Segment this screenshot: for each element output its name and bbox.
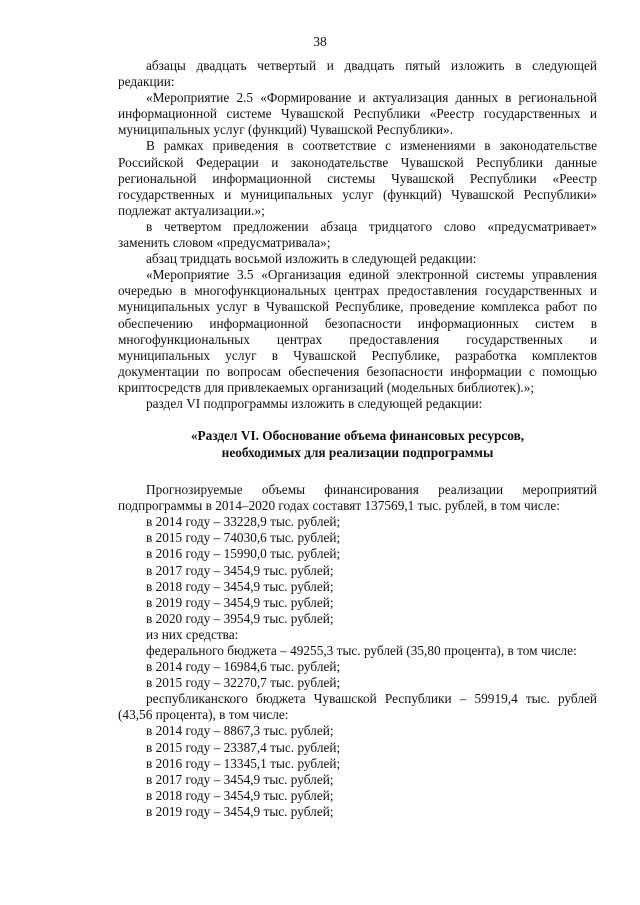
paragraph-measure-3-5: «Мероприятие 3.5 «Организация единой электронной системы управления очередью в многофункциональных центрах предоставления государственных и муниципальных услуг в Чувашской Республике, проведение комплекса работ по обеспечению информационной безопасности информационных систем в многофункциональных центрах предоставления государственных и муниципальных услуг в Чувашской Республике, разработка комплектов документации по вопросам обеспечения безопасности информации с помощью криптосредств для привлекаемых организаций (модельных библиотек).»; [118, 267, 597, 395]
financing-sources-label: из них средства: [146, 626, 239, 642]
paragraph-edit-instruction-30: в четвертом предложении абзаца тридцатого слово «предусматривает» заменить словом «предусматривала»; [118, 218, 597, 251]
federal-budget-intro: федерального бюджета – 49255,3 тыс. рублей (35,80 процента), в том числе: [146, 643, 577, 658]
financing-year-2015: в 2015 году – 74030,6 тыс. рублей; [146, 530, 341, 546]
republic-year-2015: в 2015 году – 23387,4 тыс. рублей; [146, 739, 341, 755]
paragraph-measure-2-5-title: «Мероприятие 2.5 «Формирование и актуализация данных в региональной информационной системе Чувашской Республики «Реестр государственных и муниципальных услуг (функций) Чувашской Республики». [118, 90, 597, 138]
republic-year-2018: в 2018 году – 3454,9 тыс. рублей; [146, 787, 334, 803]
paragraph-edit-instruction-24-25: абзацы двадцать четвертый и двадцать пятый изложить в следующей редакции: [118, 58, 597, 90]
financing-intro: Прогнозируемые объемы финансирования реализации мероприятий подпрограммы в 2014–2020 годах составят 137569,1 тыс. рублей, в том числе: [118, 482, 597, 514]
financing-year-2018: в 2018 году – 3454,9 тыс. рублей; [146, 578, 334, 594]
republic-year-2017: в 2017 году – 3454,9 тыс. рублей; [146, 771, 334, 787]
section-title [118, 428, 597, 461]
republic-year-2014: в 2014 году – 8867,3 тыс. рублей; [146, 723, 334, 739]
financing-year-2016: в 2016 году – 15990,0 тыс. рублей; [146, 546, 341, 562]
financing-year-2020: в 2020 году – 3954,9 тыс. рублей; [146, 610, 334, 626]
financing-year-2017: в 2017 году – 3454,9 тыс. рублей; [146, 562, 334, 578]
republic-budget-intro: республиканского бюджета Чувашской Республики – 59919,4 тыс. рублей (43,56 процента), в том числе: [118, 691, 597, 723]
financing-year-2014: в 2014 году – 33228,9 тыс. рублей; [146, 514, 341, 530]
republic-year-2019: в 2019 году – 3454,9 тыс. рублей; [146, 803, 334, 819]
federal-year-2014: в 2014 году – 16984,6 тыс. рублей; [146, 659, 341, 675]
page-number: 38 [313, 34, 327, 49]
republic-year-2016: в 2016 году – 13345,1 тыс. рублей; [146, 755, 341, 771]
financing-year-2019: в 2019 году – 3454,9 тыс. рублей; [146, 594, 334, 610]
paragraph-measure-2-5-text: В рамках приведения в соответствие с изменениями в законодательстве Российской Федерации и законодательстве Чувашской Республики данные региональной информационной системы Чувашской Республики «Реестр государственных и муниципальных услуг (функций) Чувашской Республики» подлежат актуализации.»; [118, 138, 597, 218]
section-title-line-1: «Раздел VI. Обоснование объема финансовых ресурсов, [190, 428, 525, 444]
paragraph-section-vi-instruction: раздел VI подпрограммы изложить в следующей редакции: [146, 395, 483, 411]
document-body [118, 58, 597, 820]
federal-year-2015: в 2015 году – 32270,7 тыс. рублей; [146, 675, 341, 691]
paragraph-edit-instruction-38: абзац тридцать восьмой изложить в следующей редакции: [146, 251, 477, 267]
section-title-line-2: необходимых для реализации подпрограммы [221, 444, 494, 460]
